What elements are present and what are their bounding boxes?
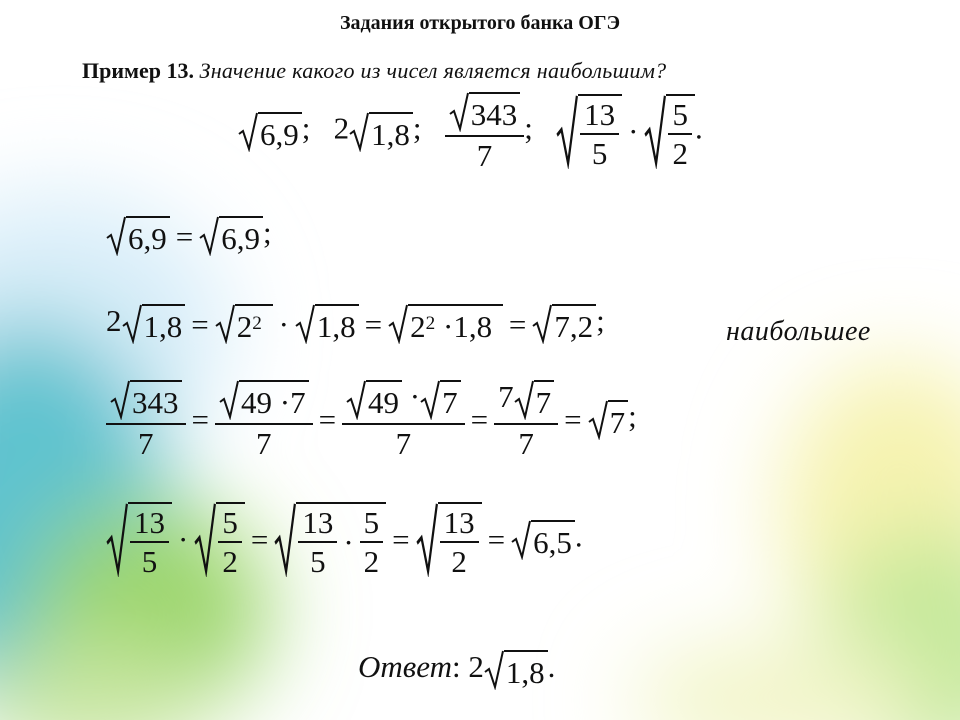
radicand: 1,8 xyxy=(504,650,548,690)
radical-sign-icon xyxy=(511,520,531,560)
radicand: 6,9 xyxy=(258,112,302,152)
numerator: 13 xyxy=(443,505,475,540)
coefficient: 2 xyxy=(468,649,484,685)
radical-sign-icon xyxy=(416,502,438,577)
numerator: 5 xyxy=(222,505,238,540)
problem-label: Пример 13. xyxy=(82,58,195,83)
page-title: Задания открытого банка ОГЭ xyxy=(339,12,621,34)
step-4: $\frac{13}{5}$ · $\frac{5}{2}$ = $\frac{13}{5}$ · $\frac{5}{2}$ = $\frac{13}{2}$ = 6,5 . xyxy=(106,502,583,577)
denominator: 5 xyxy=(298,541,337,577)
radical-sign-icon xyxy=(388,304,408,344)
denominator: 5 xyxy=(130,541,169,577)
radical-sign-icon xyxy=(588,400,608,440)
radical-sign-icon xyxy=(349,112,369,152)
factor: 49 xyxy=(240,385,272,420)
radicand: 7 xyxy=(608,400,629,440)
radicand: 1,8 xyxy=(142,304,186,344)
radical-sign-icon xyxy=(484,650,504,690)
radicand: 7 xyxy=(534,380,555,420)
radical-sign-icon xyxy=(122,304,142,344)
denominator: 2 xyxy=(440,541,479,577)
radicand: 1,8 xyxy=(369,112,413,152)
radical-sign-icon xyxy=(556,94,578,169)
radical-sign-icon xyxy=(532,304,552,344)
exponent: 2 xyxy=(252,313,262,335)
step-2: 2 1,8 = 2 2 · 1,8 = 2 2 · 1,8 = 7,2 ; xyxy=(106,303,605,344)
denominator: 7 xyxy=(445,135,525,171)
base: 2 xyxy=(236,309,253,344)
answer: Ответ: 2 1,8 . xyxy=(358,649,556,690)
radical-sign-icon xyxy=(215,304,235,344)
radicand: 343 xyxy=(469,92,521,132)
radical-sign-icon xyxy=(106,502,128,577)
problem-statement xyxy=(82,58,666,84)
exponent: 2 xyxy=(425,313,436,335)
radical-sign-icon xyxy=(420,380,440,420)
radicand: 6,5 xyxy=(531,520,575,560)
radicand: 6,9 xyxy=(219,216,263,256)
denominator: 7 xyxy=(106,423,186,459)
coefficient: 2 xyxy=(106,303,122,339)
radicand: 7,2 xyxy=(552,304,596,344)
denominator: 7 xyxy=(215,423,313,459)
radicand: 6,9 xyxy=(126,216,170,256)
base: 2 xyxy=(410,309,426,344)
factor: 7 xyxy=(290,385,306,420)
radicand: 343 xyxy=(130,380,182,420)
highlight-label: наибольшее xyxy=(726,316,871,347)
denominator: 5 xyxy=(580,133,619,169)
radical-sign-icon xyxy=(219,380,239,420)
radical-sign-icon xyxy=(449,92,469,132)
radical-sign-icon xyxy=(514,380,534,420)
coefficient: 2 xyxy=(333,110,350,146)
radical-sign-icon xyxy=(106,216,126,256)
radical-sign-icon xyxy=(110,380,130,420)
numbers-list: 6,9 ; 2 1,8 ; $\frac{343}{7}$ ; $\frac{13}{5}$ · $\frac{5}{2}$ . xyxy=(238,92,703,171)
numerator: 13 xyxy=(134,505,165,540)
radical-sign-icon xyxy=(274,502,296,577)
problem-question: Значение какого из чисел является наибольшим? xyxy=(199,58,667,83)
radical-sign-icon xyxy=(644,94,666,169)
numerator: 5 xyxy=(363,505,380,540)
step-1: 6,9 = 6,9 ; xyxy=(106,216,272,256)
denominator: 2 xyxy=(668,133,692,169)
radical-sign-icon xyxy=(194,502,216,577)
numerator: 13 xyxy=(302,505,334,540)
radicand: 1,8 xyxy=(453,309,493,344)
numerator: 5 xyxy=(672,97,688,132)
radical-sign-icon xyxy=(238,112,258,152)
denominator: 7 xyxy=(342,423,465,459)
numerator: 13 xyxy=(584,97,616,132)
step-3: $\frac{343}{7}$ = 49 · 7 7 = 49 · 7 7 = 7 7 7 = 7 ; xyxy=(106,380,637,459)
radicand: 7 xyxy=(440,380,461,420)
denominator: 7 xyxy=(494,423,558,459)
answer-label: Ответ xyxy=(358,649,452,685)
radicand: 49 xyxy=(366,380,402,420)
radical-sign-icon xyxy=(295,304,315,344)
radical-sign-icon xyxy=(346,380,366,420)
coefficient: 7 xyxy=(498,379,514,415)
denominator: 2 xyxy=(360,541,384,577)
radical-sign-icon xyxy=(199,216,219,256)
denominator: 2 xyxy=(218,541,242,577)
radicand: 1,8 xyxy=(315,304,359,344)
